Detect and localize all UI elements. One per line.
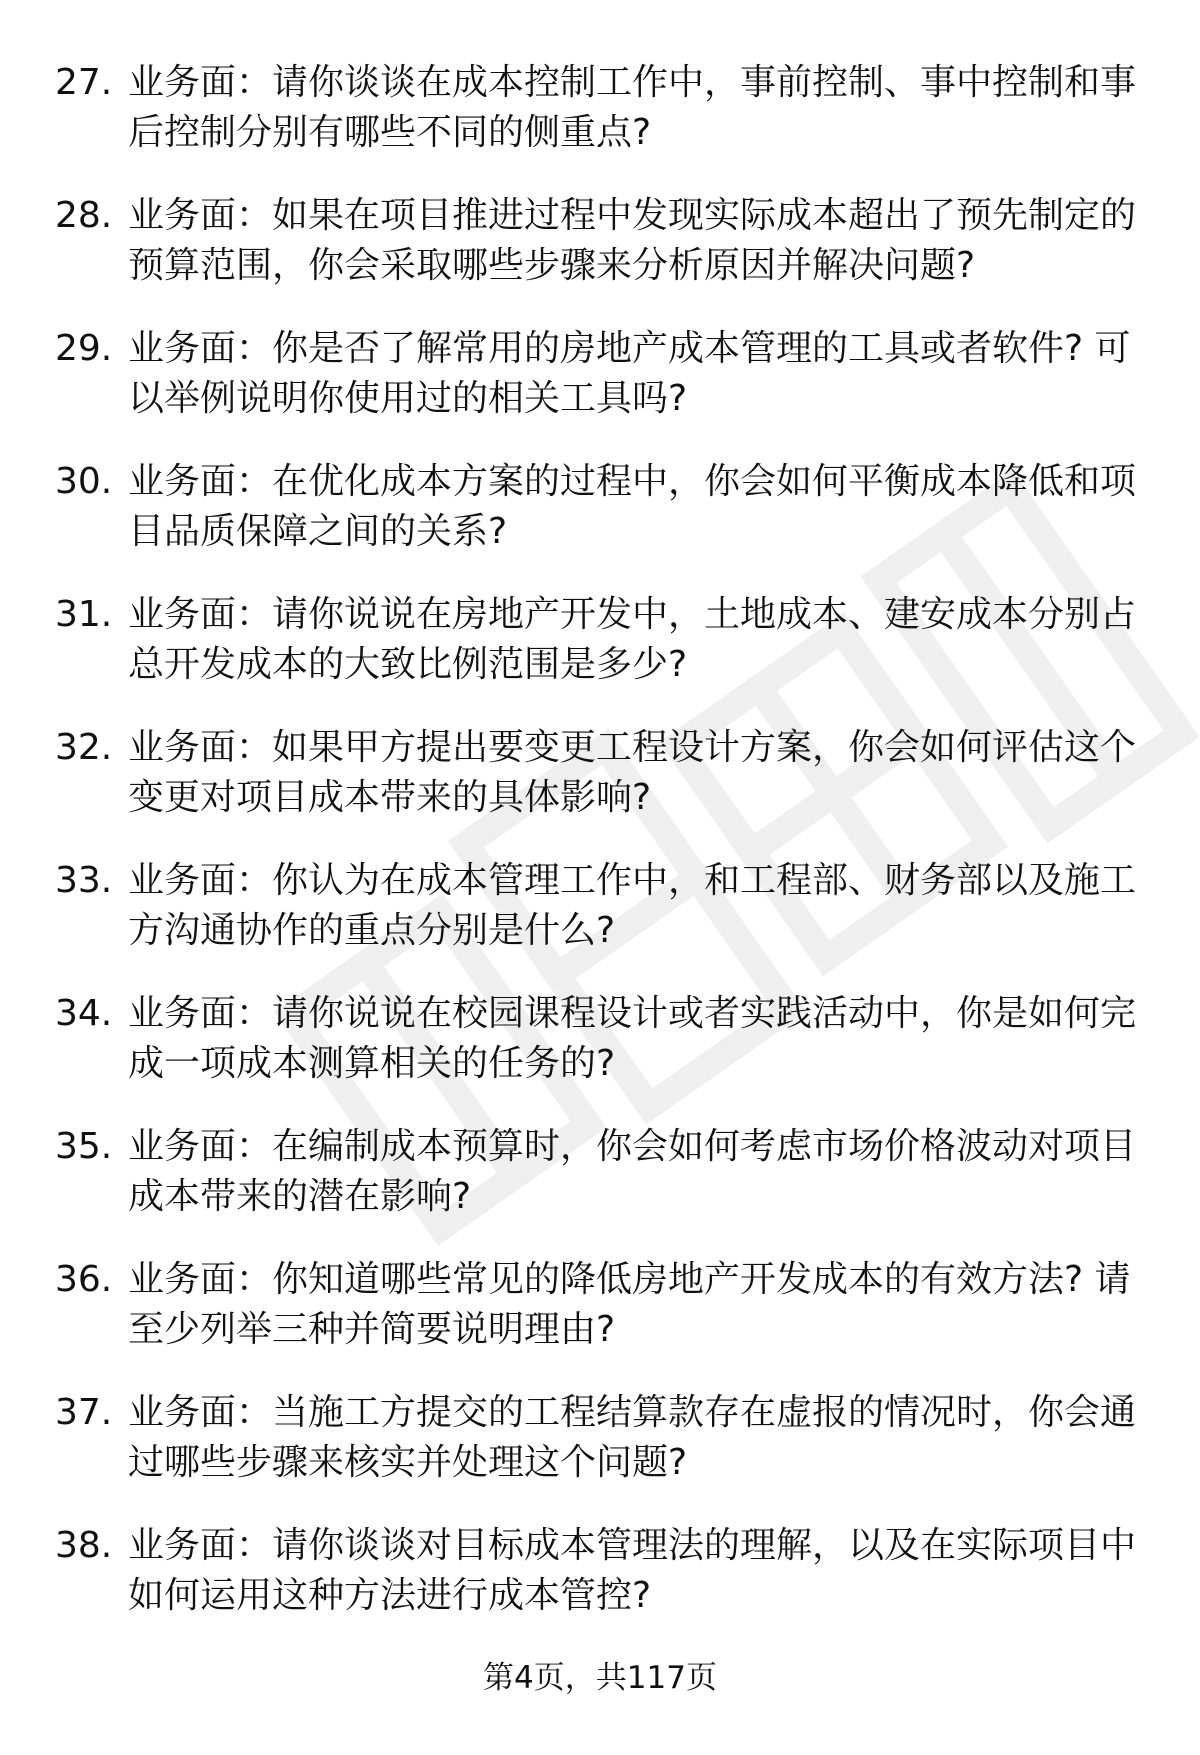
question-item [0, 989, 1200, 1122]
question-text [128, 324, 1143, 424]
question-text [128, 989, 1143, 1089]
question-number: 36. [55, 1259, 113, 1300]
question-text-line: 业务面：当施工方提交的工程结算款存在虚报的情况时，你会通 [128, 1392, 1137, 1433]
question-text [128, 58, 1143, 158]
question-item [0, 324, 1200, 457]
question-text-line: 业务面：在编制成本预算时，你会如何考虑市场价格波动对项目 [128, 1126, 1137, 1167]
question-number: 35. [55, 1126, 113, 1167]
question-text-line: 变更对项目成本带来的具体影响? [128, 777, 652, 818]
question-text-line: 业务面：如果甲方提出要变更工程设计方案，你会如何评估这个 [128, 727, 1137, 768]
question-text-line: 至少列举三种并简要说明理由? [128, 1309, 616, 1350]
question-item [0, 58, 1200, 191]
question-text [128, 1388, 1143, 1488]
question-number: 31. [55, 594, 113, 635]
question-text-line: 业务面：在优化成本方案的过程中，你会如何平衡成本降低和项 [128, 461, 1137, 502]
question-number: 30. [55, 461, 113, 502]
question-item [0, 590, 1200, 723]
question-text-line: 业务面：请你说说在房地产开发中，土地成本、建安成本分别占 [128, 594, 1137, 635]
question-text [128, 191, 1143, 291]
question-text-line: 业务面：你是否了解常用的房地产成本管理的工具或者软件? 可 [128, 328, 1131, 369]
question-text-line: 成一项成本测算相关的任务的? [128, 1043, 616, 1084]
question-text-line: 成本带来的潜在影响? [128, 1176, 472, 1217]
question-text-line: 以举例说明你使用过的相关工具吗? [128, 378, 688, 419]
question-text [128, 1521, 1143, 1621]
question-text-line: 方沟通协作的重点分别是什么? [128, 910, 616, 951]
question-item [0, 457, 1200, 590]
question-number: 28. [55, 195, 113, 236]
question-item [0, 1388, 1200, 1521]
question-item [0, 856, 1200, 989]
question-text-line: 如何运用这种方法进行成本管控? [128, 1575, 652, 1616]
question-number: 32. [55, 727, 113, 768]
question-text-line: 总开发成本的大致比例范围是多少? [128, 644, 688, 685]
question-text-line: 目品质保障之间的关系? [128, 511, 508, 552]
question-item [0, 1122, 1200, 1255]
question-item [0, 1521, 1200, 1654]
question-text-line: 业务面：如果在项目推进过程中发现实际成本超出了预先制定的 [128, 195, 1137, 236]
question-text [128, 1122, 1143, 1222]
question-number: 37. [55, 1392, 113, 1433]
question-number: 38. [55, 1525, 113, 1566]
page-indicator: 第4页，共117页 [483, 1660, 717, 1696]
question-text-line: 业务面：请你谈谈对目标成本管理法的理解，以及在实际项目中 [128, 1525, 1137, 1566]
question-text [128, 1255, 1143, 1355]
question-number: 33. [55, 860, 113, 901]
question-text-line: 预算范围，你会采取哪些步骤来分析原因并解决问题? [128, 245, 976, 286]
question-text-line: 业务面：请你谈谈在成本控制工作中，事前控制、事中控制和事 [128, 62, 1137, 103]
question-text-line: 业务面：请你说说在校园课程设计或者实践活动中，你是如何完 [128, 993, 1137, 1034]
page-footer [0, 1656, 1200, 1700]
question-text [128, 590, 1143, 690]
question-list [0, 58, 1200, 1654]
question-text-line: 业务面：你知道哪些常见的降低房地产开发成本的有效方法? 请 [128, 1259, 1131, 1300]
question-number: 27. [55, 62, 113, 103]
question-text [128, 457, 1143, 557]
question-item [0, 723, 1200, 856]
question-text-line: 过哪些步骤来核实并处理这个问题? [128, 1442, 688, 1483]
question-number: 29. [55, 328, 113, 369]
question-text [128, 856, 1143, 956]
question-text-line: 后控制分别有哪些不同的侧重点? [128, 112, 652, 153]
question-number: 34. [55, 993, 113, 1034]
question-text [128, 723, 1143, 823]
question-item [0, 191, 1200, 324]
question-text-line: 业务面：你认为在成本管理工作中，和工程部、财务部以及施工 [128, 860, 1137, 901]
question-item [0, 1255, 1200, 1388]
